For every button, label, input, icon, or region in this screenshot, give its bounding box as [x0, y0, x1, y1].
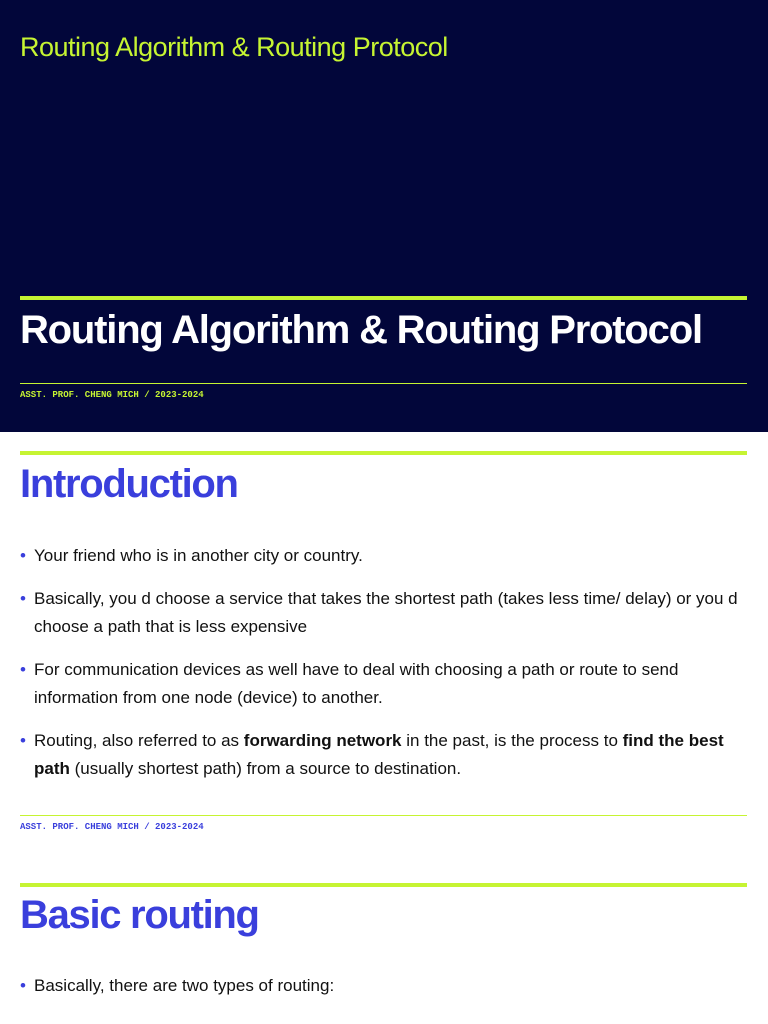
bullet-text-part: Routing, also referred to as	[34, 730, 244, 750]
list-item	[20, 585, 748, 642]
cover-main-title: Routing Algorithm & Routing Protocol	[20, 308, 702, 352]
bullet-bold-term: forwarding network	[243, 730, 402, 750]
bullet-dot-icon: •	[20, 730, 26, 750]
bullet-dot-icon: •	[20, 659, 26, 679]
bullet-bold-term: find the best path	[34, 730, 724, 778]
cover-divider-thin	[20, 383, 747, 384]
cover-credit: ASST. PROF. CHENG MICH / 2023-2024	[20, 390, 204, 400]
intro-credit: ASST. PROF. CHENG MICH / 2023-2024	[20, 822, 204, 832]
bullet-text: Your friend who is in another city or country.	[34, 546, 363, 565]
cover-top-title: Routing Algorithm & Routing Protocol	[20, 32, 448, 62]
intro-title: Introduction	[20, 462, 238, 506]
bullet-text-part: in the past, is the process to	[401, 730, 623, 750]
list-item	[20, 972, 748, 1001]
cover-divider-thick	[20, 296, 747, 300]
intro-divider-thick	[20, 451, 747, 455]
bullet-dot-icon: •	[20, 976, 26, 995]
basic-divider-thick	[20, 883, 747, 887]
bullet-dot-icon: •	[20, 588, 26, 608]
bullet-dot-icon: •	[20, 546, 26, 565]
intro-bullet-list	[20, 542, 748, 798]
basic-bullet-list	[20, 972, 748, 1015]
intro-divider-thin	[20, 815, 747, 816]
bullet-text: Basically, there are two types of routing:	[34, 976, 335, 995]
bullet-text: Basically, you d choose a service that takes the shortest path (takes less time/ delay) or you d choose a path that is less expensive	[34, 588, 738, 636]
bullet-text: For communication devices as well have to deal with choosing a path or route to send information from one node (device) to another.	[34, 659, 679, 707]
basic-title: Basic routing	[20, 893, 259, 937]
list-item	[20, 542, 748, 571]
list-item	[20, 656, 748, 713]
bullet-text-part: (usually shortest path) from a source to destination.	[69, 759, 462, 778]
list-item	[20, 727, 748, 784]
cover-slide	[0, 0, 768, 432]
